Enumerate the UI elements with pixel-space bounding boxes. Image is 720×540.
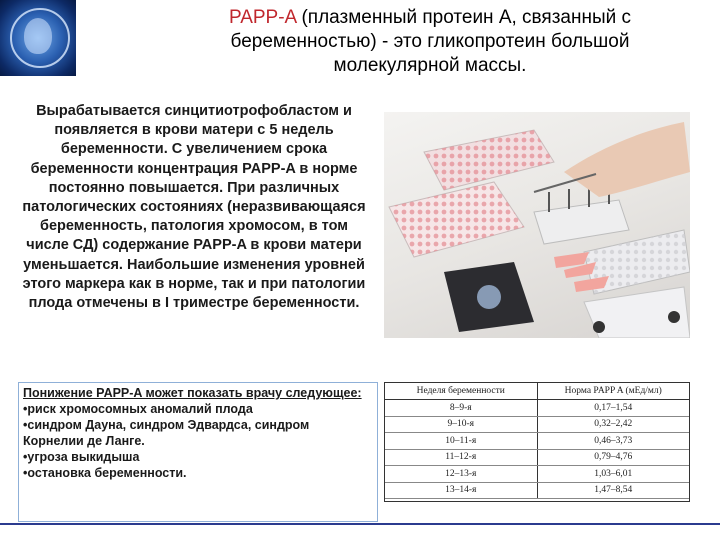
norm-cell: 0,17–1,54 xyxy=(537,400,689,417)
list-item: • синдром Дауна, синдром Эдвардса, синдром Корнелии де Ланге. xyxy=(23,417,373,449)
table-row xyxy=(385,482,689,499)
table-row xyxy=(385,400,689,417)
list-item: • угроза выкидыша xyxy=(23,449,373,465)
logo-figure xyxy=(24,18,52,54)
papp-a-norms-table xyxy=(384,382,690,502)
table-row xyxy=(385,433,689,450)
lab-photo xyxy=(384,112,690,338)
norm-cell: 0,79–4,76 xyxy=(537,449,689,466)
title-line-3: молекулярной массы. xyxy=(333,55,527,76)
decrease-heading: Понижение PAPP-A может показать врачу следующее: xyxy=(23,386,362,400)
slide-title xyxy=(160,6,700,78)
list-item: • остановка беременности. xyxy=(23,465,373,481)
week-cell: 10–11-я xyxy=(385,433,537,450)
norm-cell: 0,32–2,42 xyxy=(537,416,689,433)
table-row xyxy=(385,466,689,483)
decrease-info-box xyxy=(18,382,378,522)
norm-cell: 1,47–8,54 xyxy=(537,482,689,499)
title-accent: PAPP-A xyxy=(228,7,297,28)
column-header-norm: Норма PAPP A (мЕд/мл) xyxy=(537,383,689,400)
description-text: Вырабатывается синцитиотрофобластом и появляется в крови матери с 5 недель беременности. С увеличением срока беременности концентрация PAPP-A в норме постоянно повышается. При различных патологических состояниях (неразвивающаяся беременность, патология хромосом, в том числе СД) содержание PAPP-A в крови матери уменьшается. Наибольшие изменения уровней этого маркера как в норме, так и при патологии плода отмечены в I триместре беременности. xyxy=(22,103,366,312)
logo xyxy=(0,0,76,76)
list-item: • риск хромосомных аномалий плода xyxy=(23,401,373,417)
title-rest: (плазменный протеин А, связанный с xyxy=(296,7,632,28)
risk-list xyxy=(23,401,373,481)
lab-photo-illustration xyxy=(384,112,690,338)
table-row xyxy=(385,449,689,466)
title-line-2: беременностью) - это гликопротеин большой xyxy=(230,31,630,52)
table-row xyxy=(385,416,689,433)
week-cell: 13–14-я xyxy=(385,482,537,499)
week-cell: 12–13-я xyxy=(385,466,537,483)
table-header-row xyxy=(385,383,689,400)
week-cell: 9–10-я xyxy=(385,416,537,433)
week-cell: 11–12-я xyxy=(385,449,537,466)
week-cell: 8–9-я xyxy=(385,400,537,417)
norm-cell: 1,03–6,01 xyxy=(537,466,689,483)
bottom-divider xyxy=(0,523,720,525)
column-header-week: Неделя беременности xyxy=(385,383,537,400)
norm-cell: 0,46–3,73 xyxy=(537,433,689,450)
